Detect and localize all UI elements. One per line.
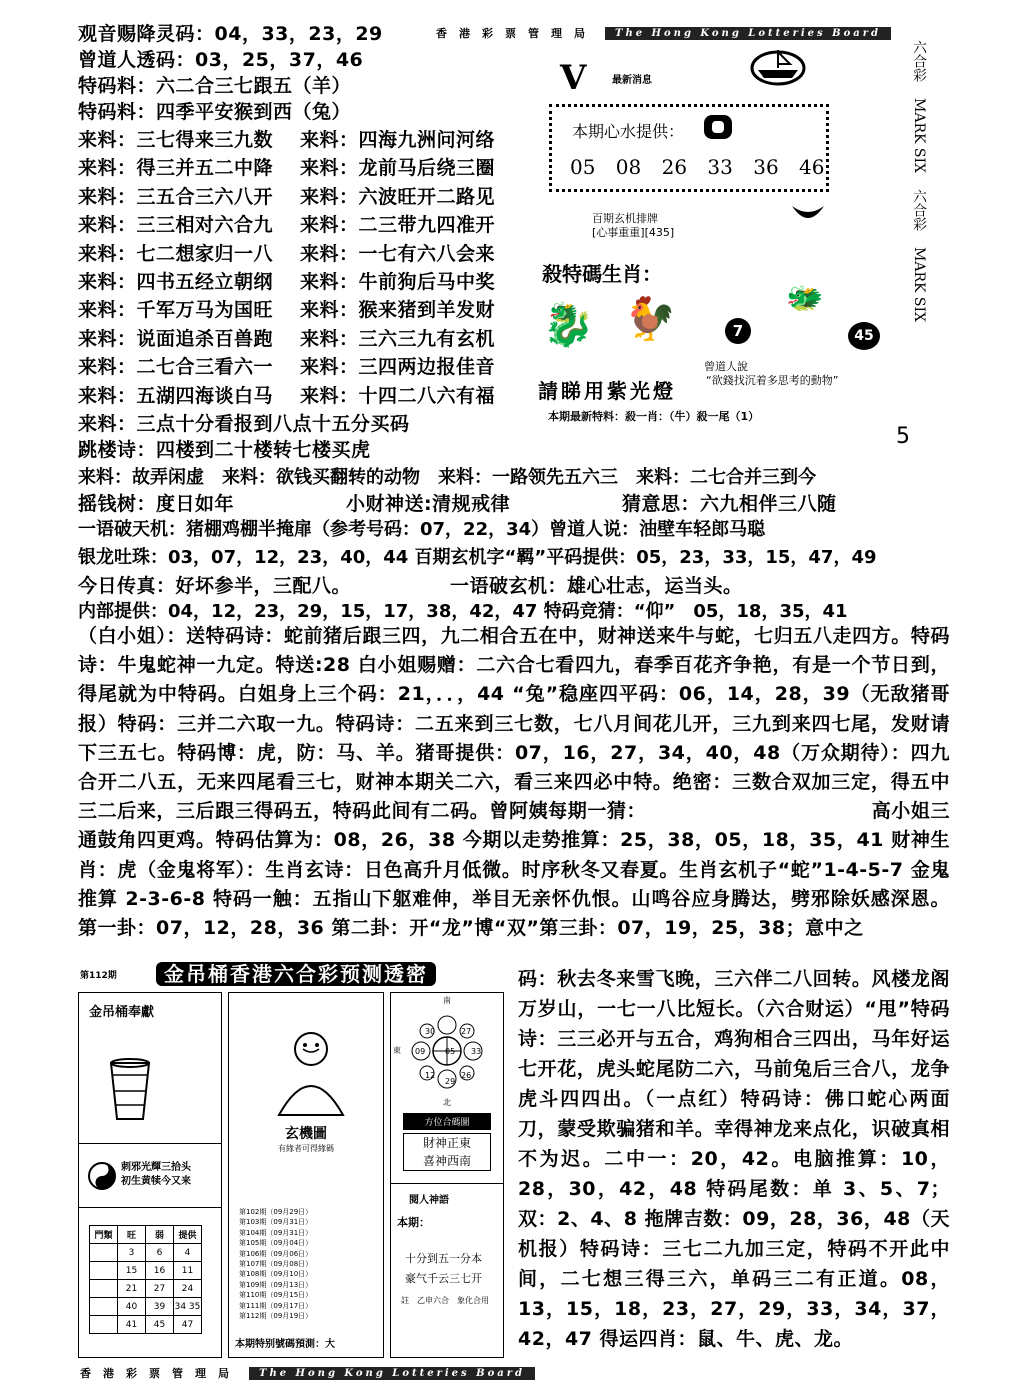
table-cell: 6: [146, 1244, 174, 1262]
record-item: 第103期（09月31日）: [239, 1218, 313, 1227]
text-line: 特码料：四季平安猴到西（兔）: [78, 101, 352, 123]
compass-number: 29: [445, 1077, 456, 1086]
news-header: [560, 60, 652, 96]
rooster-icon: 🐓: [624, 294, 677, 343]
poster-center-panel: [228, 992, 384, 1358]
source-left: 来料：五湖四海谈白马: [78, 384, 274, 407]
source-right: 来料：龙前马后绕三圈: [300, 157, 496, 180]
dragon-head-icon: 🐲: [786, 281, 824, 316]
table-cell: 16: [146, 1262, 174, 1280]
dragon-icon: 🐉: [542, 300, 595, 349]
source-right: 来料：牛前狗后马中奖: [300, 271, 496, 293]
ball-number: 7: [725, 318, 751, 344]
text-line: 小财神送:清规戒律: [346, 493, 511, 515]
table-cell: 39: [146, 1298, 174, 1316]
issue-number: 第112期: [80, 971, 117, 981]
table-cell: 41: [118, 1316, 146, 1334]
source-left: 来料：四书五经立朝纲: [78, 271, 274, 293]
table-cell: [90, 1262, 118, 1280]
text-line: 一语破天机：猪棚鸡棚半掩扉（参考号码：07，22，34）曾道人说：油壁车轻郎马聪: [78, 519, 766, 540]
text-line: 今日传真：好坏参半，三配八。: [78, 575, 352, 597]
banner-cn: 香港彩票管理局: [80, 1367, 241, 1380]
box-numbers: 05 08 26 33 36 46: [570, 155, 825, 179]
table-cell: 40: [118, 1298, 146, 1316]
strip-text: MARK SIX: [911, 98, 927, 173]
cert-line: 刺邪光輝三拾头: [121, 1162, 191, 1173]
table-row: [90, 1280, 202, 1298]
direction-title: 方位合碼圖: [403, 1113, 491, 1130]
poster-title: 金吊桶香港六合彩预测透密: [156, 962, 436, 986]
poem-label: 本期：: [397, 1216, 430, 1229]
crescent-icon: [790, 200, 826, 224]
table-cell: 11: [174, 1262, 202, 1280]
news-label: 最新消息: [612, 74, 652, 86]
record-item: 第108期（09月10日）: [239, 1270, 313, 1279]
compass-number: 26: [461, 1071, 472, 1080]
record-list: [239, 1207, 355, 1321]
source-left: 来料：得三并五二中降: [78, 157, 274, 180]
table-header-cell: 提供: [174, 1226, 202, 1244]
table-cell: 15: [118, 1262, 146, 1280]
source-right: 来料：四海九洲问河络: [300, 129, 496, 151]
quote-attribution: 曾道人說: [704, 360, 748, 373]
source-right: 来料：一七有六八会来: [300, 242, 496, 265]
text-line: 观音赐降灵码：04，33，23，29: [78, 23, 383, 45]
compass-number: 12: [425, 1071, 436, 1080]
table-cell: 3: [118, 1244, 146, 1262]
divider: [79, 1143, 221, 1144]
latest-tip: 本期最新特料：殺一肖：（牛）殺一尾（1）: [548, 410, 760, 423]
note-line: 百期玄机排牌: [592, 212, 658, 225]
center-bottom: 本期特别號碼預測：大: [235, 1339, 335, 1350]
table-cell: 21: [118, 1280, 146, 1298]
buddha-icon: [269, 1027, 353, 1119]
source-left: 来料：三五合三六八开: [78, 185, 274, 208]
source-left: 来料：七二想家归一八: [78, 242, 274, 265]
divider: [79, 1207, 221, 1208]
banner-cn: 香港彩票管理局: [436, 27, 597, 40]
ship-logo-icon: [748, 42, 808, 88]
table-row: [90, 1298, 202, 1316]
poem-title: 閱人神語: [409, 1195, 449, 1206]
source-left: 来料：三七得来三九数: [78, 129, 274, 151]
text-line: 曾道人透码：03，25，37，46: [78, 49, 364, 71]
poster-right-panel: [390, 992, 504, 1358]
header-banner: [436, 24, 891, 42]
direction-box: [403, 1133, 491, 1171]
box-title: 本期心水提供：: [572, 122, 685, 141]
text-line: 摇钱树：度日如年: [78, 493, 235, 515]
record-item: 第111期（09月17日）: [239, 1301, 313, 1310]
table-cell: [90, 1316, 118, 1334]
poster: [78, 962, 504, 1358]
source-right: 来料：猴来猪到羊发财: [300, 299, 496, 322]
source-left: 来料：千军万马为国旺: [78, 299, 274, 322]
number-table: [89, 1225, 202, 1334]
table-cell: [90, 1280, 118, 1298]
badge-icon: [704, 115, 732, 139]
text-line: 特码料：六二合三七跟五（羊）: [78, 75, 352, 97]
source-right: 来料：十四二八六有福: [300, 384, 496, 407]
table-header-cell: 旺: [118, 1226, 146, 1244]
uv-lamp-note: 請睇用紫光燈: [538, 379, 676, 403]
compass-number: 33: [471, 1047, 482, 1056]
main-paragraph: （白小姐）：送特码诗：蛇前猪后跟三四，九二相合五在中，财神送来牛与蛇，七归五八走四方。特码诗：牛鬼蛇神一九定。特送:28 白小姐赐赠：二六合七看四九，春季百花齐争艳，有是一个节日到，得尾就为中特码。白姐身上三个码：21，．．，44 “兔”稳座四平码：06，14，28，39（无敌猪哥报）特码：三并二六取一九。特码诗：二五来到三七数，七八月间花儿开，三九到来四七尾，发财请下三五七。特码博：虎，防：马、羊。猪哥提供：07，16，27，34，40，48（万众期待）：四九合开二八五，无来四尾看三七，财神本期关二六，看三来四必中特。绝密：三数合双加三定，得五中三二后来，三后跟三得码五，特码此间有二码。曾阿姨每期一猜： 高小姐三通鼓角四更鸡。特码估算为：08，26，38 今期以走势推算：25，38，05，18，35，41 财神生肖：虎（金鬼将军）：生肖玄诗：日色高升月低微。时序秋冬又春夏。生肖玄机子“蛇”1-4-5-7 金鬼推算 2-3-6-8 特码一触：五指山下躯难伸，举目无亲怀仇恨。山鸣谷应身腾达，劈邪除妖感深恩。第一卦：07，12，28，36 第二卦：开“龙”博“双”第三卦：07，19，25，38；意中之: [78, 625, 950, 940]
direction-text: 喜神西南: [422, 1154, 471, 1168]
bucket-icon: [105, 1057, 155, 1123]
table-cell: 47: [174, 1316, 202, 1334]
text-line: 来料：故弄闲虚 来料：欲钱买翻转的动物 来料：一路领先五六三 来料：二七合并三到今: [78, 467, 816, 488]
table-cell: 27: [146, 1280, 174, 1298]
table-header-cell: 弱: [146, 1226, 174, 1244]
table-cell: 45: [146, 1316, 174, 1334]
table-row: [90, 1244, 202, 1262]
poem-line: 豪气千云三七开: [405, 1272, 482, 1285]
record-item: 第104期（09月31日）: [239, 1228, 313, 1237]
table-cell: 34 35: [174, 1298, 202, 1316]
left-title: 金吊桶奉獻: [89, 1005, 155, 1020]
compass-number: 09: [415, 1047, 426, 1056]
text-line: 内部提供：04，12，23，29，15，17，38，42，47 特码竞猜：“仰” 05，18，35，41: [78, 601, 848, 622]
record-item: 第105期（09月04日）: [239, 1239, 313, 1248]
note-line: [心事重重][435]: [592, 226, 675, 239]
page-number: 5: [896, 424, 910, 449]
yin-yang-icon: [87, 1161, 117, 1191]
logo-icon: V: [560, 58, 587, 98]
record-item: 第102期（09月29日）: [239, 1208, 313, 1216]
note: [592, 212, 674, 240]
poster-left-panel: [78, 992, 222, 1358]
text-line: 一语破玄机：雄心壮志，运当头。: [450, 575, 743, 597]
text-line: 跳楼诗：四楼到二十楼转七楼买虎: [78, 439, 371, 461]
quote-text: “欲錢找沉着多思考的動物”: [706, 374, 839, 387]
compass-number: 30: [425, 1027, 436, 1036]
strip-text: MARK SIX: [911, 246, 927, 322]
table-cell: [90, 1298, 118, 1316]
table-cell: 24: [174, 1280, 202, 1298]
compass-label: 南: [443, 996, 451, 1005]
cert-line: 初生黄犊今又来: [121, 1176, 191, 1187]
record-item: 第107期（09月08日）: [239, 1260, 313, 1269]
table-cell: 4: [174, 1244, 202, 1262]
table-cell: [90, 1244, 118, 1262]
kill-title: 殺特碼生肖：: [542, 262, 662, 286]
center-subtitle: 有緣者可得緣碼: [278, 1144, 334, 1153]
record-item: 第110期（09月15日）: [239, 1291, 313, 1300]
record-item: 第112期（09月19日）: [239, 1312, 313, 1321]
tip-box: [549, 104, 829, 192]
compass-label: 東: [393, 1046, 401, 1055]
source-left: 来料：说面追杀百兽跑: [78, 327, 274, 350]
source-left: 来料：二七合三看六一: [78, 356, 274, 379]
source-right: 来料：二三带九四准开: [300, 214, 496, 237]
right-paragraph: 码：秋去冬来雪飞晚，三六伴二八回转。风楼龙阁万岁山，一七一八比短长。（六合财运）“甩”特码诗：三三必开与五合，鸡狗相合三四出，马年好运七开花，虎头蛇尾防二六，马前兔后三合八，龙争虎斗四四出。（一点红）特码诗：佛口蛇心两面刀，蒙受欺骗猪和羊。幸得神龙来点化，识破真相不为迟。二中一：20，42。电脑推算：10，28，30，42，48 特码尾数：单 3、5、7；双：2、4、8 拖牌吉数：09，28，36，48（天机报）特码诗：三七二九加三定，特码不开此中间，二七想三得三六，单码三二有正道。08，13，15，18，23，27，29，33，34，37，42，47 得运四肖：鼠、牛、虎、龙。: [518, 968, 950, 1350]
record-item: 第106期（09月06日）: [239, 1249, 313, 1258]
strip-text: 六合彩: [911, 188, 927, 231]
strip-text: 六合彩: [911, 40, 927, 82]
poem-line: 十分到五一分本: [405, 1252, 482, 1265]
source-right: 来料：三六三九有玄机: [300, 327, 496, 350]
record-item: 第109期（09月13日）: [239, 1280, 313, 1289]
source-right: 来料：六波旺开二路见: [300, 185, 496, 208]
text-line: 来料：三点十分看报到八点十五分买码: [78, 413, 410, 435]
poem-note: 註 乙申六合 象化合用: [401, 1296, 489, 1305]
divider: [391, 1183, 503, 1184]
table-row: [90, 1316, 202, 1334]
table-header-cell: 門類: [90, 1226, 118, 1244]
center-title: 玄機圖: [285, 1126, 327, 1142]
text-line: 猜意思：六九相伴三八随: [622, 493, 837, 515]
compass-label: 北: [443, 1098, 451, 1107]
vertical-strip: [900, 40, 938, 420]
text-line: 银龙吐珠：03，07，12，23，40，44 百期玄机字“羁”平码提供：05，23，33，15，47，49: [78, 547, 877, 568]
direction-text: 財神正東: [422, 1136, 471, 1150]
compass-number: 05: [445, 1047, 456, 1056]
footer-banner: [80, 1364, 535, 1382]
banner-en: The Hong Kong Lotteries Board: [249, 1367, 535, 1380]
table-row: [90, 1262, 202, 1280]
banner-en: The Hong Kong Lotteries Board: [605, 27, 891, 40]
source-right: 来料：三四两边报佳音: [300, 356, 496, 379]
source-left: 来料：三三相对六合九: [78, 214, 274, 237]
certificate-text: [121, 1161, 191, 1189]
ball-number: 45: [848, 322, 880, 350]
compass-number: 27: [461, 1027, 472, 1036]
